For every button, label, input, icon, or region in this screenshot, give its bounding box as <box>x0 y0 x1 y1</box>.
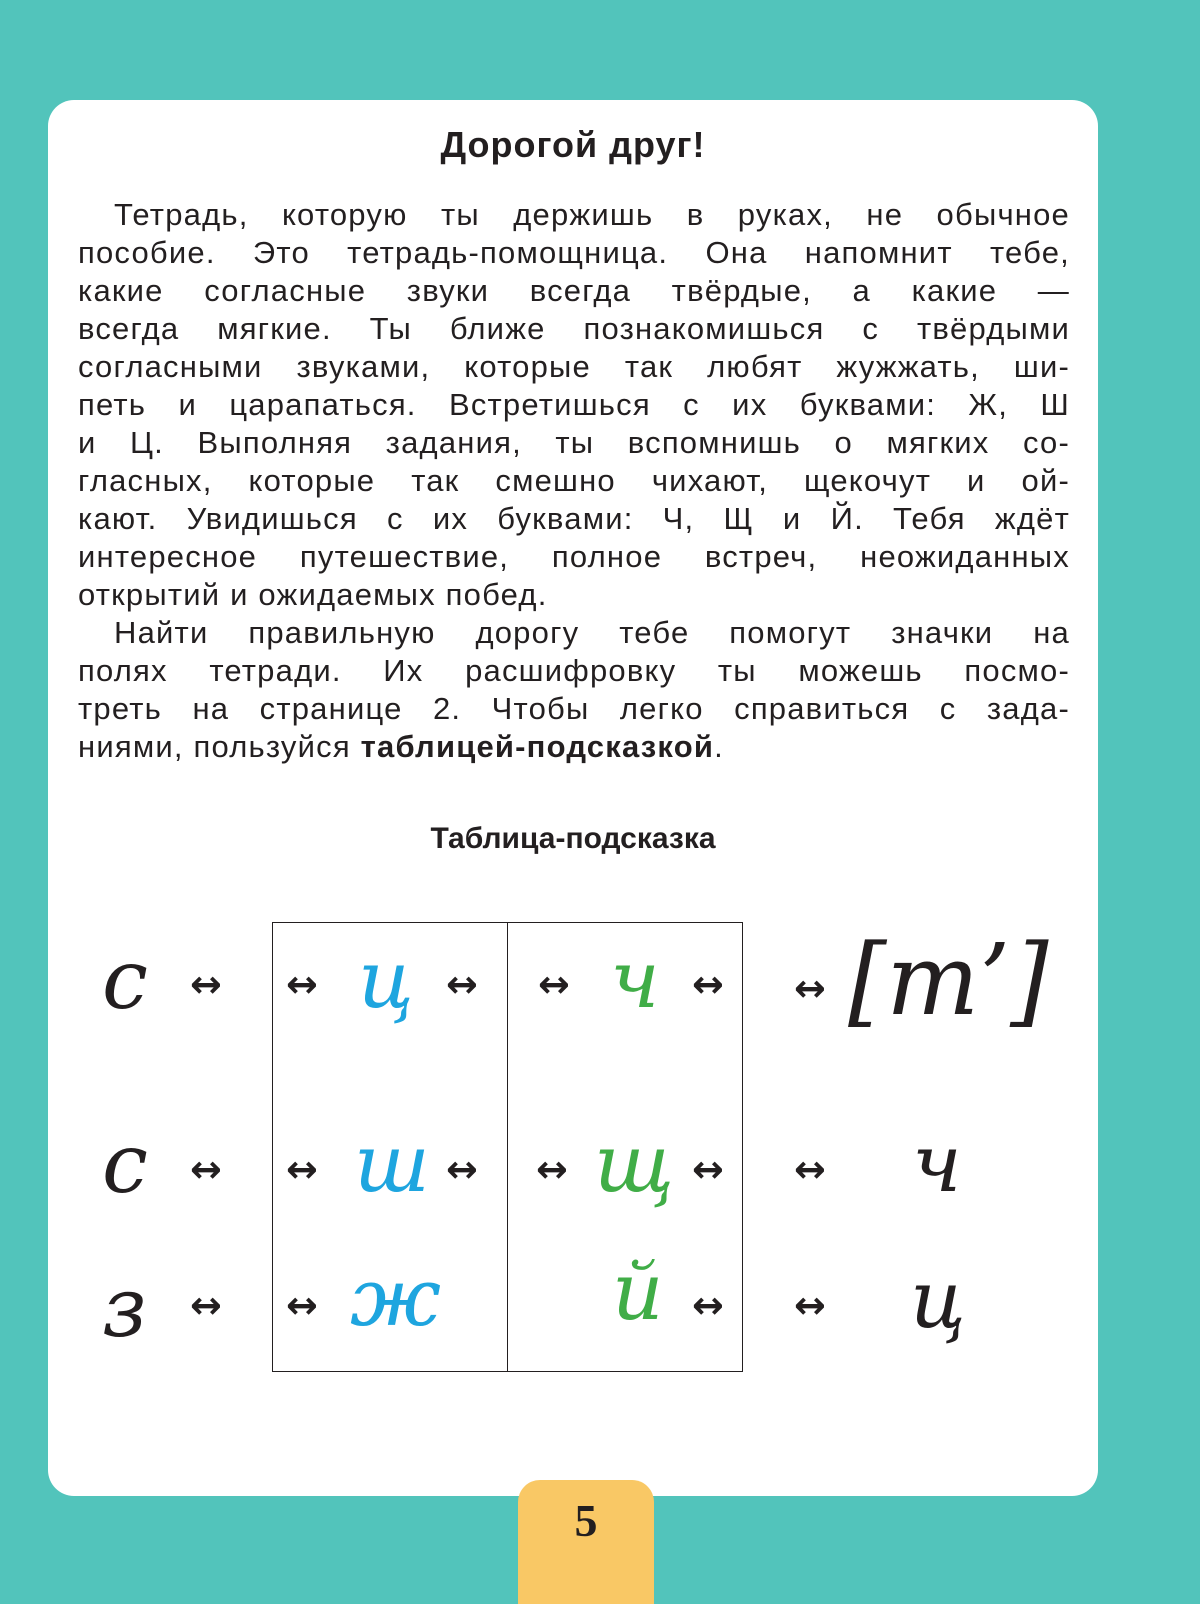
double-arrow-icon: ↔ <box>538 962 570 1006</box>
text-line-final <box>78 728 1070 766</box>
page-number: 5 <box>574 1495 598 1546</box>
double-arrow-icon: ↔ <box>286 962 318 1006</box>
letter-zh: ж <box>350 1251 441 1344</box>
double-arrow-icon: ↔ <box>190 962 222 1006</box>
text-line: пособие. Это тетрадь-помощница. Она напомнит тебе, <box>78 235 1070 270</box>
text-line: интересное путешествие, полное встреч, неожиданных <box>78 539 1070 574</box>
double-arrow-icon: ↔ <box>446 962 478 1006</box>
letter-s: с <box>102 1117 148 1212</box>
double-arrow-icon: ↔ <box>794 1147 826 1191</box>
double-arrow-icon: ↔ <box>190 1283 222 1327</box>
letter-ts: ц <box>910 1253 966 1346</box>
page-title: Дорогой друг! <box>440 124 706 165</box>
letter-ch: ч <box>610 933 660 1026</box>
text-line: Тетрадь, которую ты держишь в руках, не обычное <box>114 197 1070 232</box>
soft-t-sound: [т’] <box>848 924 1049 1038</box>
text-line: кают. Увидишься с их буквами: Ч, Щ и Й. Тебя ждёт <box>78 501 1070 536</box>
table-title: Таблица-подсказка <box>430 822 716 855</box>
letter-y-short: й <box>612 1245 664 1338</box>
double-arrow-icon: ↔ <box>536 1147 568 1191</box>
double-arrow-icon: ↔ <box>286 1283 318 1327</box>
text-line: полях тетради. Их расшифровку ты можешь посмо- <box>78 653 1070 688</box>
text-line: и Ц. Выполняя задания, ты вспомнишь о мягких со- <box>78 425 1070 460</box>
final-period: . <box>714 729 724 764</box>
double-arrow-icon: ↔ <box>190 1147 222 1191</box>
text-line: треть на странице 2. Чтобы легко справиться с зада- <box>78 691 1070 726</box>
text-line: открытий и ожидаемых побед. <box>78 577 548 612</box>
text-line: Найти правильную дорогу тебе помогут значки на <box>114 615 1070 650</box>
double-arrow-icon: ↔ <box>692 962 724 1006</box>
text-line: всегда мягкие. Ты ближе познакомишься с твёрдыми <box>78 311 1070 346</box>
text-fragment: ниями, пользуйся <box>78 729 361 764</box>
letter-sh: ш <box>354 1117 430 1210</box>
double-arrow-icon: ↔ <box>794 966 826 1010</box>
letter-s: с <box>102 933 148 1028</box>
text-line: согласными звуками, которые так любят жужжать, ши- <box>78 349 1070 384</box>
double-arrow-icon: ↔ <box>794 1283 826 1327</box>
bold-phrase: таблицей-подсказкой <box>360 729 715 764</box>
letter-shch: щ <box>594 1117 675 1210</box>
letter-ts: ц <box>358 933 414 1026</box>
double-arrow-icon: ↔ <box>286 1147 318 1191</box>
letter-ch: ч <box>912 1117 962 1210</box>
text-line: гласных, которые так смешно чихают, щекочут и ой- <box>78 463 1070 498</box>
intro-text <box>78 196 1070 766</box>
text-line: какие согласные звуки всегда твёрдые, а какие — <box>78 273 1070 308</box>
text-line: петь и царапаться. Встретишься с их буквами: Ж, Ш <box>78 387 1070 422</box>
double-arrow-icon: ↔ <box>446 1147 478 1191</box>
double-arrow-icon: ↔ <box>692 1283 724 1327</box>
letter-z: з <box>102 1261 147 1356</box>
double-arrow-icon: ↔ <box>692 1147 724 1191</box>
